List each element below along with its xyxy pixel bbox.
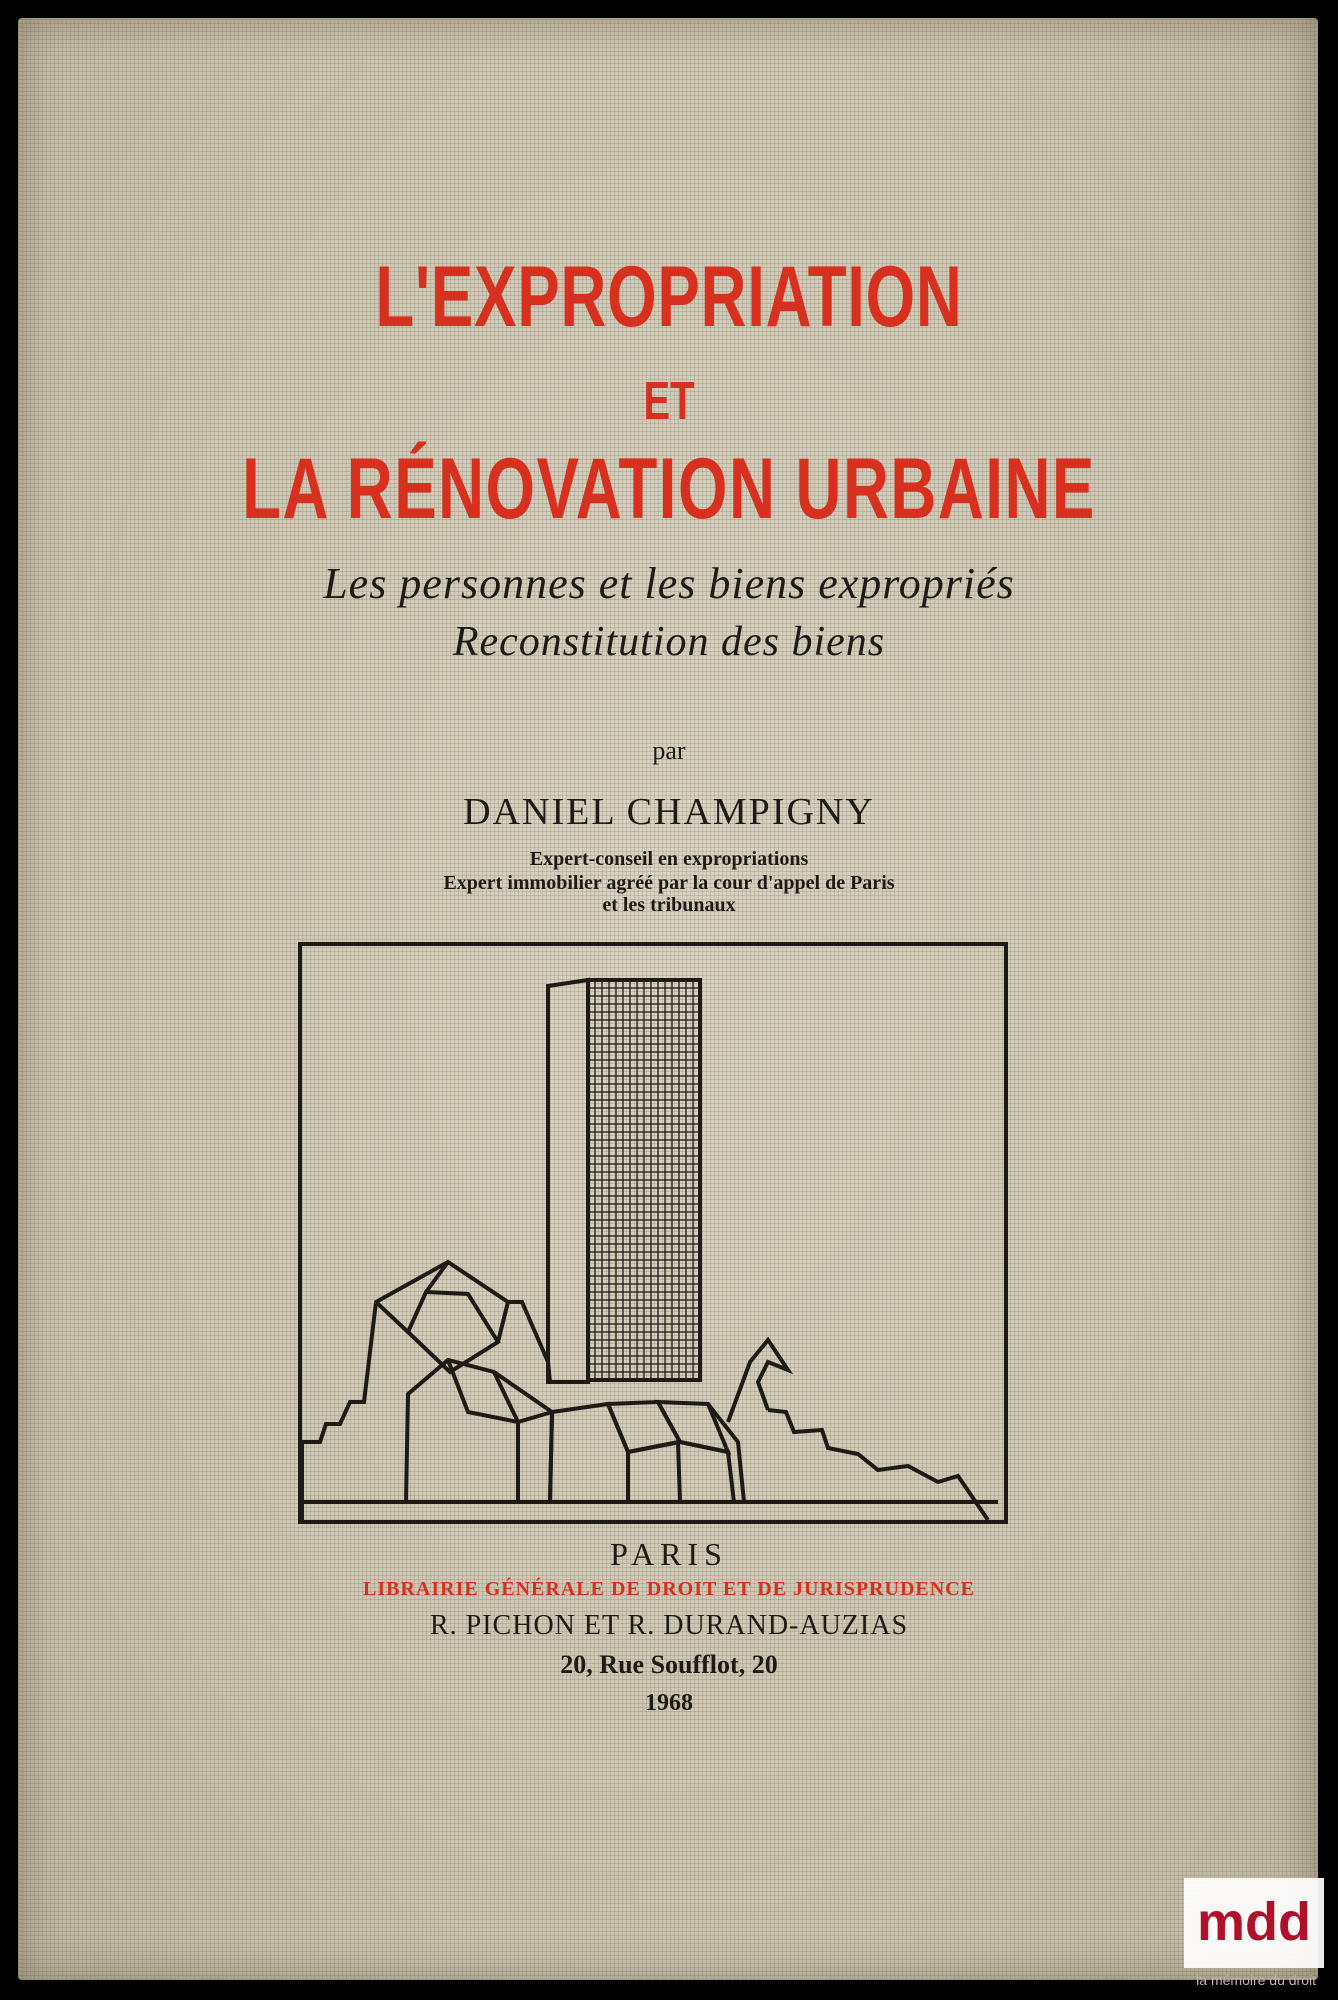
publication-year: 1968 bbox=[645, 1690, 693, 1716]
title-line-3: LA RÉNOVATION URBAINE bbox=[242, 441, 1096, 537]
author-credential-3: et les tribunaux bbox=[602, 894, 736, 916]
cover-illustration bbox=[298, 942, 1008, 1524]
rubble-drawing bbox=[302, 1262, 998, 1520]
title-line-1: L'EXPROPRIATION bbox=[375, 249, 963, 345]
subtitle-line-2: Reconstitution des biens bbox=[452, 619, 886, 665]
by-label: par bbox=[652, 736, 686, 765]
publisher-address: 20, Rue Soufflot, 20 bbox=[560, 1650, 778, 1679]
author-name: DANIEL CHAMPIGNY bbox=[463, 791, 875, 833]
title-line-2: ET bbox=[643, 371, 695, 431]
logo-caption: la mémoire du droit bbox=[1196, 1972, 1316, 1988]
author-credential-1: Expert-conseil en expropriations bbox=[529, 848, 809, 870]
logo-lettering: mdd bbox=[1197, 1892, 1311, 1952]
author-credential-2: Expert immobilier agréé par la cour d'appel de Paris bbox=[443, 872, 895, 894]
publication-city: PARIS bbox=[610, 1536, 728, 1572]
tower-drawing bbox=[548, 980, 700, 1382]
mdd-logo bbox=[1184, 1878, 1324, 1968]
editors: R. PICHON ET R. DURAND-AUZIAS bbox=[429, 1610, 909, 1641]
publisher-name: LIBRAIRIE GÉNÉRALE DE DROIT ET DE JURISPRUDENCE bbox=[363, 1578, 975, 1600]
subtitle-line-1: Les personnes et les biens expropriés bbox=[323, 559, 1015, 608]
tower-window-grid bbox=[588, 980, 700, 1380]
